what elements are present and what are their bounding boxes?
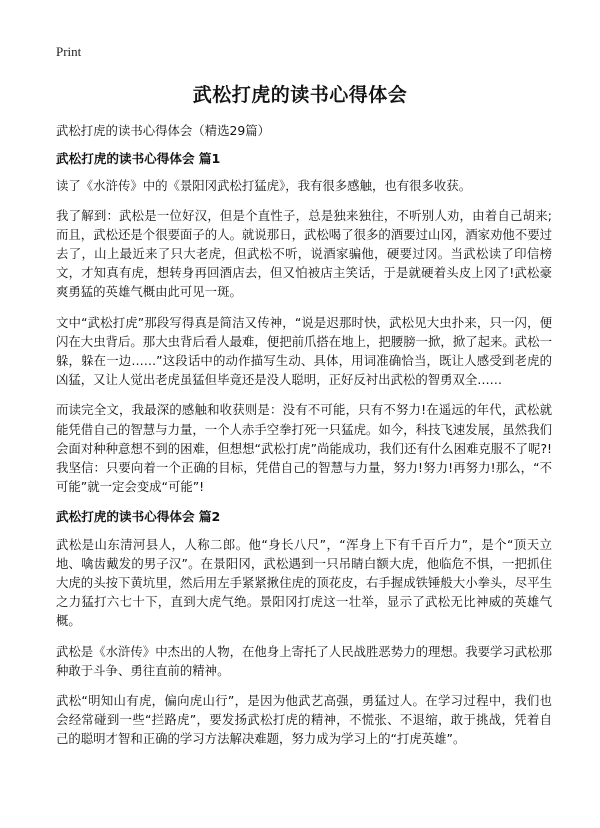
paragraph: 文中“武松打虎”那段写得真是简洁又传神，“说是迟那时快，武松见大虫扑来，只一闪，便闪在大虫背后。那大虫背后看人最难，便把前爪搭在地上，把腰膀一掀，掀了起来。武松一躲，躲在一边……”这段话中的动作描写生动、具体，用词准确恰当，既让人感受到老虎的凶猛，又让人觉出老虎虽猛但毕竟还是没人聪明，正好反衬出武松的智勇双全…… xyxy=(56,314,552,388)
document-subtitle: 武松打虎的读书心得体会（精选29篇） xyxy=(56,123,271,138)
essay-section-2 xyxy=(56,507,552,748)
paragraph: 武松“明知山有虎，偏向虎山行”，是因为他武艺高强，勇猛过人。在学习过程中，我们也会经常碰到一些“拦路虎”，要发扬武松打虎的精神，不慌张、不退缩，敢于挑战，凭着自己的聪明才智和正确的学习方法解决难题，努力成为学习上的“打虎英雄”。 xyxy=(56,693,552,747)
section-heading: 武松打虎的读书心得体会 篇2 xyxy=(56,509,221,525)
paragraph: 我了解到：武松是一位好汉，但是个直性子，总是独来独往，不听别人劝，由着自己胡来;而且，武松还是个很要面子的人。就说那日，武松喝了很多的酒要过山冈，酒家劝他不要过去了，山上最近来了只大老虎，但武松不听，说酒家骗他，硬要过冈。当武松读了印信榜文，才知真有虎，想转身再回酒店去，但又怕被店主笑话，于是就硬着头皮上冈了!武松豪爽勇猛的英雄气概由此可见一斑。 xyxy=(56,207,552,300)
paragraph: 读了《水浒传》中的《景阳冈武松打猛虎》，我有很多感触，也有很多收获。 xyxy=(56,178,472,194)
essay-section-1 xyxy=(56,149,552,496)
paragraph: 而读完全文，我最深的感触和收获则是：没有不可能，只有不努力!在遥远的年代，武松就能凭借自己的智慧与力量，一个人赤手空拳打死一只猛虎。如今，科技飞速发展，虽然我们会面对种种意想不到的困难，但想想“武松打虎”尚能成功，我们还有什么困难克服不了呢?!我坚信：只要向着一个正确的目标，凭借自己的智慧与力量，努力!努力!再努力!那么，“不可能”就一定会变成“可能”! xyxy=(56,402,552,495)
paragraph: 武松是《水浒传》中杰出的人物，在他身上寄托了人民战胜恶势力的理想。我要学习武松那种敢于斗争、勇往直前的精神。 xyxy=(56,643,552,678)
document-body xyxy=(56,121,552,759)
page-title: 武松打虎的读书心得体会 xyxy=(192,84,408,106)
section-heading: 武松打虎的读书心得体会 篇1 xyxy=(56,151,221,167)
paragraph: 武松是山东清河县人，人称二郎。他“身长八尺”，“浑身上下有千百斤力”，是个“顶天立地、噙齿戴发的男子汉”。在景阳冈，武松遇到一只吊睛白额大虎，他临危不惧，一把抓住大虎的头按下黄坑里，然后用左手紧紧揪住虎的顶花皮，右手握成铁锤般大小拳头，尽平生之力猛打六七十下，直到大虎气绝。景阳冈打虎这一壮举，显示了武松无比神威的英雄气概。 xyxy=(56,536,552,629)
print-link[interactable]: Print xyxy=(56,44,82,59)
